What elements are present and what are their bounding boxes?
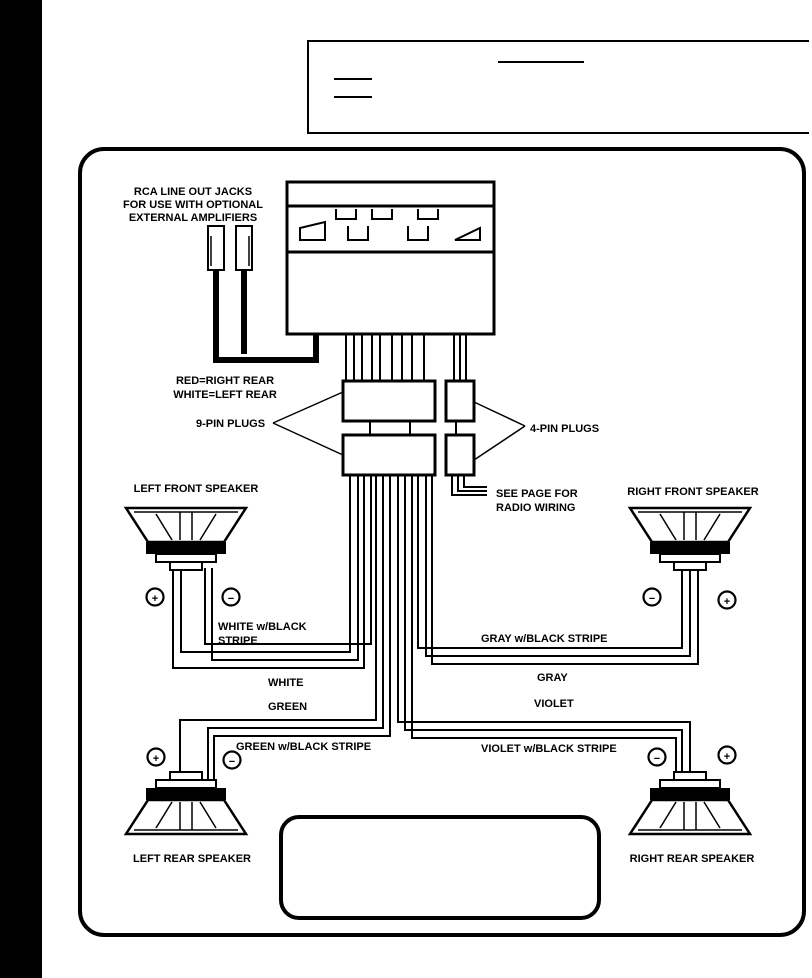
left-rear-speaker — [126, 772, 246, 834]
left-front-speaker-label: LEFT FRONT SPEAKER — [133, 483, 259, 495]
right-front-speaker — [630, 508, 750, 570]
four-pin-plug-bottom — [446, 435, 474, 475]
four-pin-plugs-label: 4-PIN PLUGS — [530, 423, 600, 435]
violet-wire-label: VIOLET — [534, 698, 574, 710]
four-pin-plug-top — [446, 381, 474, 421]
left-front-minus-symbol — [223, 589, 240, 606]
four-pin-callout — [474, 402, 525, 460]
nine-pin-callout — [273, 392, 343, 455]
see-page-label-line-2: RADIO WIRING — [496, 502, 576, 514]
radio-wiring-leads — [452, 475, 487, 495]
gray-wire-label: GRAY — [537, 672, 568, 684]
right-rear-plus-symbol — [719, 747, 736, 764]
svg-text:−: − — [653, 753, 661, 765]
left-front-speaker — [126, 508, 246, 570]
right-front-minus-symbol — [644, 589, 661, 606]
green-black-stripe-label: GREEN w/BLACK STRIPE — [236, 741, 372, 753]
white-wire-label: WHITE — [268, 677, 304, 689]
violet-black-stripe-label: VIOLET w/BLACK STRIPE — [481, 743, 617, 755]
svg-text:+: + — [723, 751, 731, 763]
white-left-rear-label: WHITE=LEFT REAR — [173, 389, 277, 401]
see-page-label-line-1: SEE PAGE FOR — [496, 488, 578, 500]
left-rear-plus-symbol — [148, 749, 165, 766]
svg-text:+: + — [151, 593, 159, 605]
left-front-plus-symbol — [147, 589, 164, 606]
rca-label-line-2: FOR USE WITH OPTIONAL — [123, 199, 263, 211]
svg-text:−: − — [228, 756, 236, 768]
white-black-stripe-label-1: WHITE w/BLACK — [218, 621, 307, 633]
svg-text:−: − — [648, 593, 656, 605]
right-rear-minus-symbol — [649, 749, 666, 766]
nine-pin-plugs-label: 9-PIN PLUGS — [196, 418, 266, 430]
nine-pin-plug-top — [343, 381, 435, 421]
right-front-plus-symbol — [719, 592, 736, 609]
green-wire-label: GREEN — [268, 701, 308, 713]
svg-text:−: − — [227, 593, 235, 605]
svg-text:+: + — [152, 753, 160, 765]
gray-black-stripe-label: GRAY w/BLACK STRIPE — [481, 633, 608, 645]
radio-head-unit — [287, 182, 494, 334]
white-black-stripe-label-2: STRIPE — [218, 635, 258, 647]
left-rear-minus-symbol — [224, 752, 241, 769]
left-rear-speaker-label: LEFT REAR SPEAKER — [133, 853, 251, 865]
nine-pin-plug-bottom — [343, 435, 435, 475]
red-right-rear-label: RED=RIGHT REAR — [175, 375, 275, 387]
rca-label-line-3: EXTERNAL AMPLIFIERS — [128, 212, 258, 224]
right-rear-speaker-label: RIGHT REAR SPEAKER — [629, 853, 755, 865]
right-front-speaker-label: RIGHT FRONT SPEAKER — [627, 486, 759, 498]
right-rear-speaker — [630, 772, 750, 834]
rca-label-line-1: RCA LINE OUT JACKS — [133, 186, 253, 198]
svg-text:+: + — [723, 596, 731, 608]
